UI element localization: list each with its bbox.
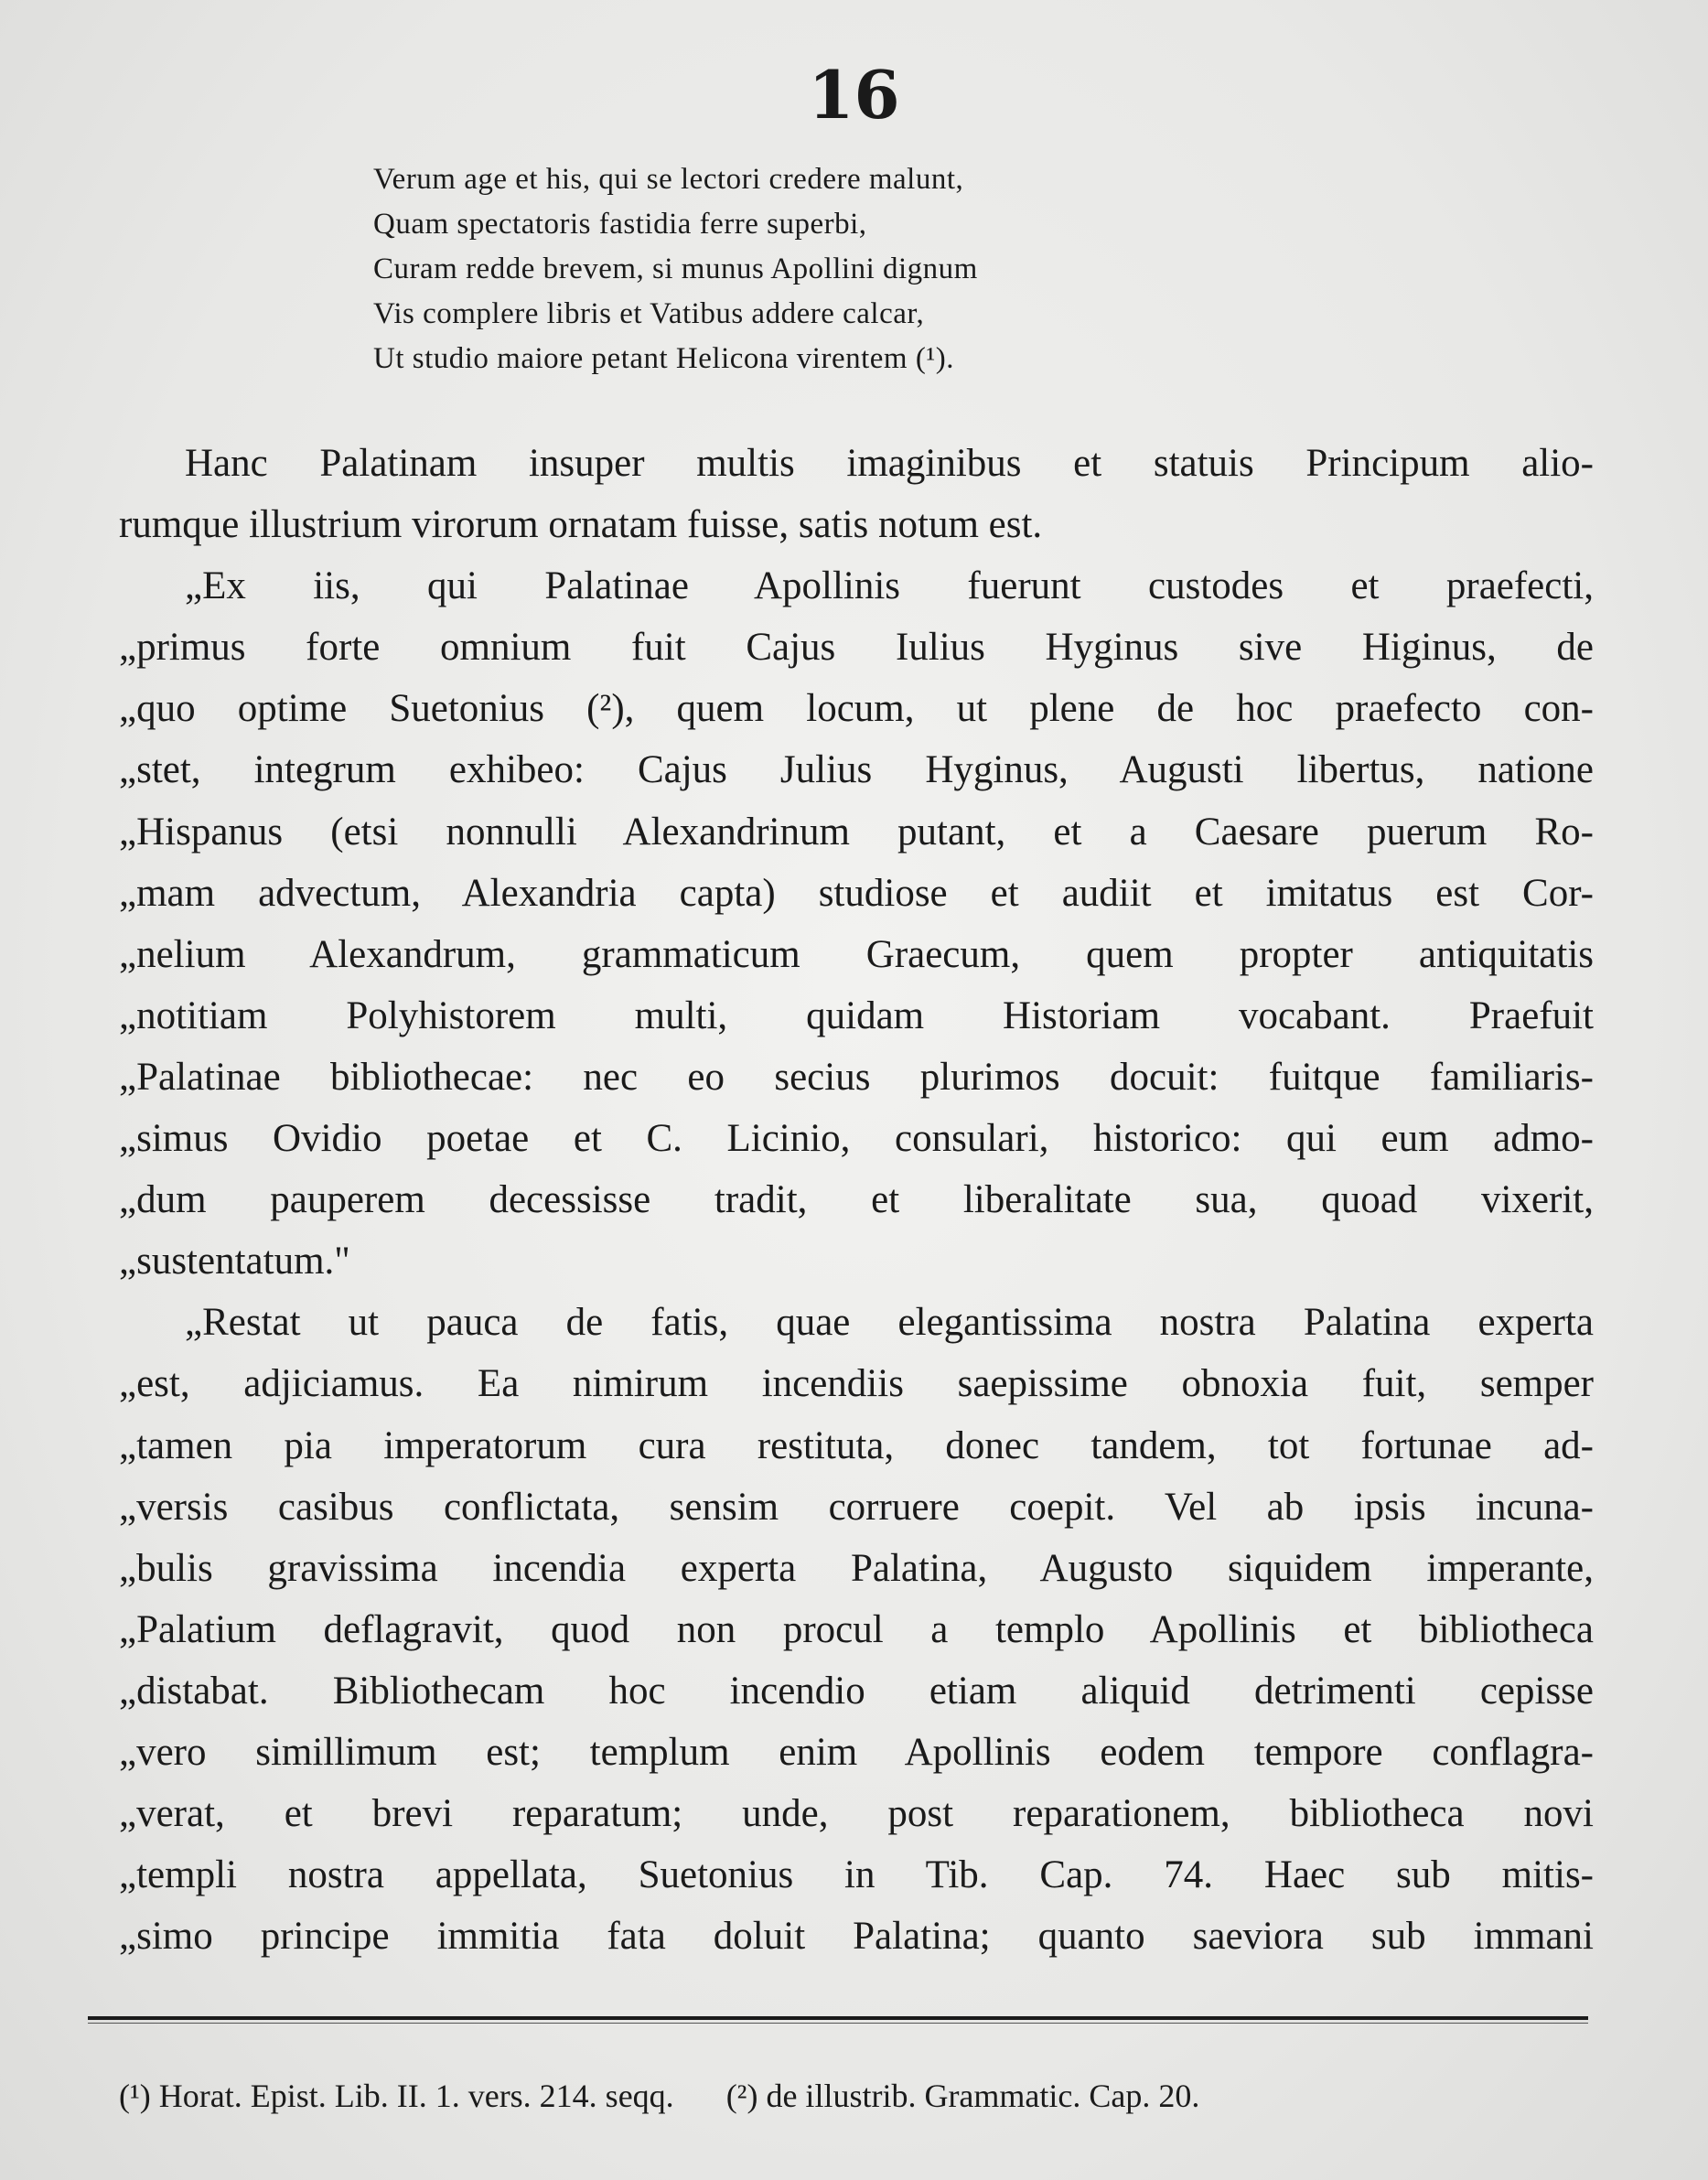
body-text — [119, 433, 1594, 1967]
text-line: Hanc Palatinam insuper multis imaginibus et statuis Principum alio- — [185, 442, 1594, 485]
page-number: 16 — [808, 56, 900, 134]
text-line: „primus forte omnium fuit Cajus Iulius Hyginus sive Higinus, de — [119, 626, 1594, 670]
footnotes — [119, 2073, 1594, 2119]
text-line: „bulis gravissima incendia experta Palatina, Augusto siquidem imperante, — [119, 1546, 1594, 1590]
text-line: „Restat ut pauca de fatis, quae elegantissima nostra Palatina experta — [185, 1301, 1594, 1345]
text-line: „nelium Alexandrum, grammaticum Graecum, quem propter antiquitatis — [119, 932, 1594, 976]
text-line: „quo optime Suetonius (²), quem locum, ut plene de hoc praefecto con- — [119, 687, 1594, 731]
text-line: „versis casibus conflictata, sensim corruere coepit. Vel ab ipsis incuna- — [119, 1485, 1594, 1529]
footnote-2: (²) de illustrib. Grammatic. Cap. 20. — [725, 2078, 1200, 2114]
text-line: „est, adjiciamus. Ea nimirum incendiis saepissime obnoxia fuit, semper — [119, 1362, 1594, 1406]
verse-line: Curam redde brevem, si munus Apollini dignum — [373, 252, 978, 285]
text-line: „simo principe immitia fata doluit Palatina; quanto saeviora sub immani — [119, 1915, 1594, 1959]
text-line: „Ex iis, qui Palatinae Apollinis fuerunt custodes et praefecti, — [185, 564, 1594, 608]
text-line: „dum pauperem decessisse tradit, et liberalitate sua, quoad vixerit, — [119, 1178, 1594, 1222]
verse-line: Quam spectatoris fastidia ferre superbi, — [373, 208, 867, 241]
paragraph-palatina-statues — [119, 433, 1594, 555]
text-line: „tamen pia imperatorum cura restituta, donec tandem, tot fortunae ad- — [119, 1423, 1594, 1467]
text-line: „simus Ovidio poetae et C. Licinio, consulari, historico: qui eum admo- — [119, 1117, 1594, 1161]
verse-line: Verum age et his, qui se lectori credere malunt, — [373, 163, 964, 196]
text-line: „stet, integrum exhibeo: Cajus Julius Hyginus, Augusti libertus, natione — [119, 748, 1594, 792]
text-line: „templi nostra appellata, Suetonius in Tib. Cap. 74. Haec sub mitis- — [119, 1853, 1594, 1897]
text-line: „Hispanus (etsi nonnulli Alexandrinum putant, et a Caesare puerum Ro- — [119, 810, 1594, 854]
text-line: „Palatium deflagravit, quod non procul a templo Apollinis et bibliotheca — [119, 1607, 1594, 1651]
text-line: „mam advectum, Alexandria capta) studiose et audiit et imitatus est Cor- — [119, 871, 1594, 915]
footnote-rule-thin — [88, 2023, 1588, 2024]
verse-line: Vis complere libris et Vatibus addere calcar, — [373, 297, 925, 330]
text-line: „notitiam Polyhistorem multi, quidam Historiam vocabant. Praefuit — [119, 993, 1594, 1037]
verse-line: Ut studio maiore petant Helicona virentem (¹). — [373, 342, 954, 375]
verse-quotation — [373, 157, 1288, 381]
text-line: „sustentatum." — [119, 1240, 350, 1283]
text-line: „verat, et brevi reparatum; unde, post reparationem, bibliotheca novi — [119, 1792, 1594, 1836]
footnote-1: (¹) Horat. Epist. Lib. II. 1. vers. 214. seqq. — [119, 2078, 674, 2114]
footnote-rule — [88, 2016, 1588, 2020]
paragraph-fata — [119, 1292, 1594, 1967]
text-line: „distabat. Bibliothecam hoc incendio etiam aliquid detrimenti cepisse — [119, 1669, 1594, 1713]
text-line: „vero simillimum est; templum enim Apollinis eodem tempore conflagra- — [119, 1730, 1594, 1774]
text-line: rumque illustrium virorum ornatam fuisse, satis notum est. — [119, 503, 1043, 547]
text-line: „Palatinae bibliothecae: nec eo secius plurimos docuit: fuitque familiaris- — [119, 1055, 1594, 1099]
paragraph-custodes — [119, 555, 1594, 1292]
